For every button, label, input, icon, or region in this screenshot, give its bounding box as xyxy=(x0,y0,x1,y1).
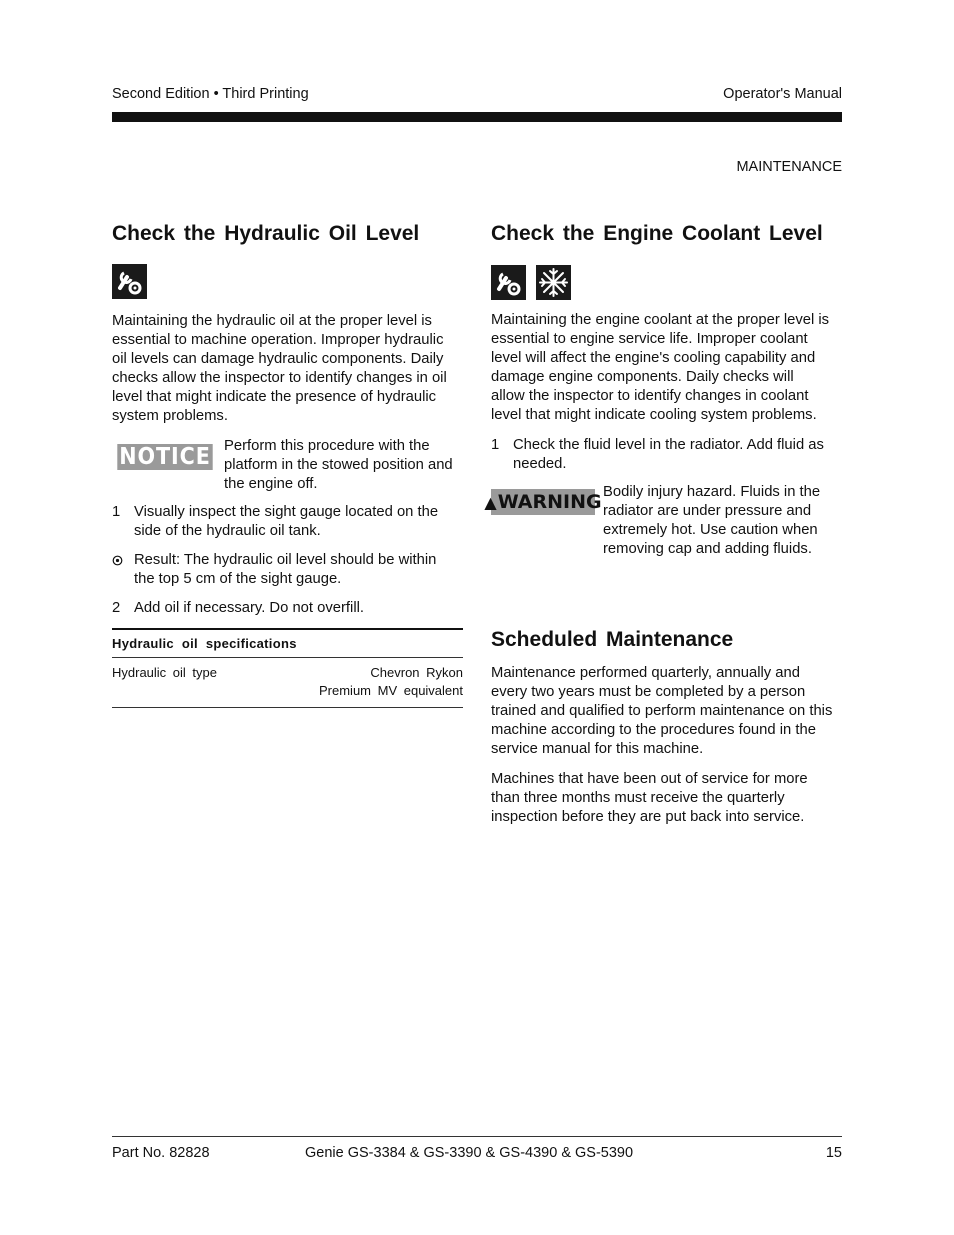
coolant-intro-line: level that might indicate cooling system problems. xyxy=(491,407,817,423)
tools-icon xyxy=(491,265,526,300)
scheduled-para-1 xyxy=(491,664,851,759)
warning-line: removing cap and adding fluids. xyxy=(603,541,812,557)
spec-label: Hydraulic oil type xyxy=(112,665,217,680)
scheduled-line: service manual for this machine. xyxy=(491,741,704,757)
scheduled-para-2 xyxy=(491,770,851,827)
snowflake-icon xyxy=(536,265,571,300)
tools-icon xyxy=(112,264,147,299)
notice-line: Perform this procedure with the xyxy=(224,438,430,454)
step-number: 1 xyxy=(112,504,121,520)
scheduled-line: Machines that have been out of service for more xyxy=(491,771,808,787)
coolant-intro-line: essential to engine service life. Improper coolant xyxy=(491,331,808,347)
hydraulic-intro-line: Maintaining the hydraulic oil at the proper level is xyxy=(112,313,432,329)
scheduled-line: machine according to the procedures found in the xyxy=(491,722,816,738)
hydraulic-step-1 xyxy=(112,503,472,543)
spec-value-line: Premium MV equivalent xyxy=(319,683,463,698)
warning-line: Bodily injury hazard. Fluids in the xyxy=(603,484,821,500)
scheduled-line: inspection before they are put back into service. xyxy=(491,809,805,825)
spec-bottom-rule xyxy=(112,707,463,708)
footer-rule xyxy=(112,1136,842,1137)
warning-badge xyxy=(484,489,602,515)
step-line: Visually inspect the sight gauge located on the xyxy=(134,504,439,520)
spec-header-rule xyxy=(112,657,463,658)
warning-label: WARNING xyxy=(497,491,602,513)
scheduled-line: every two years must be completed by a person xyxy=(491,684,806,700)
hydraulic-intro-line: checks allow the inspector to identify changes in oil xyxy=(112,370,447,386)
scheduled-title: Scheduled Maintenance xyxy=(491,628,734,651)
step-line: Check the fluid level in the radiator. Add fluid as xyxy=(513,437,824,453)
step-text: Add oil if necessary. Do not overfill. xyxy=(134,600,365,616)
coolant-intro-line: allow the inspector to identify changes in coolant xyxy=(491,388,809,404)
warning-line: radiator are under pressure and xyxy=(603,503,812,519)
coolant-intro-line: level will affect the engine's cooling capability and xyxy=(491,350,816,366)
notice-badge: NOTICE xyxy=(119,444,211,470)
hydraulic-step-2 xyxy=(112,599,472,619)
spec-top-rule xyxy=(112,628,463,630)
manual-title: Operator's Manual xyxy=(723,86,842,102)
notice-line: the engine off. xyxy=(224,476,318,492)
warning-text xyxy=(603,483,843,559)
coolant-title: Check the Engine Coolant Level xyxy=(491,222,823,245)
step-text xyxy=(513,436,824,474)
notice-text xyxy=(224,437,464,494)
model-list: Genie GS-3384 & GS-3390 & GS-4390 & GS-5390 xyxy=(305,1145,634,1161)
result-line: the top 5 cm of the sight gauge. xyxy=(134,571,342,587)
coolant-step-1 xyxy=(491,436,851,476)
step-line: side of the hydraulic oil tank. xyxy=(134,523,321,539)
scheduled-line: Maintenance performed quarterly, annually and xyxy=(491,665,801,681)
hydraulic-title: Check the Hydraulic Oil Level xyxy=(112,222,420,245)
hydraulic-intro-line: essential to machine operation. Improper hydraulic xyxy=(112,332,444,348)
spec-value xyxy=(280,664,463,700)
hydraulic-intro-line: system problems. xyxy=(112,408,228,424)
coolant-intro xyxy=(491,311,851,425)
notice-line: platform in the stowed position and xyxy=(224,457,453,473)
warning-line: extremely hot. Use caution when xyxy=(603,522,818,538)
spec-table-title: Hydraulic oil specifications xyxy=(112,636,297,651)
warning-triangle-icon: ▲ xyxy=(484,492,497,512)
result-gear-icon xyxy=(112,553,123,572)
hydraulic-intro-line: oil levels can damage hydraulic components. Daily xyxy=(112,351,444,367)
edition-text: Second Edition • Third Printing xyxy=(112,86,309,102)
hydraulic-result xyxy=(112,551,472,591)
step-number: 2 xyxy=(112,600,121,616)
section-tag: MAINTENANCE xyxy=(736,159,842,175)
scheduled-line: trained and qualified to perform maintenance on this xyxy=(491,703,833,719)
part-number: Part No. 82828 xyxy=(112,1145,210,1161)
coolant-intro-line: Maintaining the engine coolant at the proper level is xyxy=(491,312,830,328)
result-line: Result: The hydraulic oil level should be within xyxy=(134,552,437,568)
spec-value-line: Chevron Rykon xyxy=(370,665,463,680)
hydraulic-intro-line: level that might indicate the presence of hydraulic xyxy=(112,389,437,405)
header-rule xyxy=(112,112,842,122)
page-number: 15 xyxy=(825,1145,842,1161)
step-text xyxy=(134,503,438,541)
coolant-intro-line: damage engine components. Daily checks will xyxy=(491,369,794,385)
scheduled-line: than three months must receive the quarterly xyxy=(491,790,785,806)
result-text xyxy=(134,551,436,589)
step-number: 1 xyxy=(491,437,500,453)
step-line: needed. xyxy=(513,456,567,472)
hydraulic-intro xyxy=(112,312,472,426)
